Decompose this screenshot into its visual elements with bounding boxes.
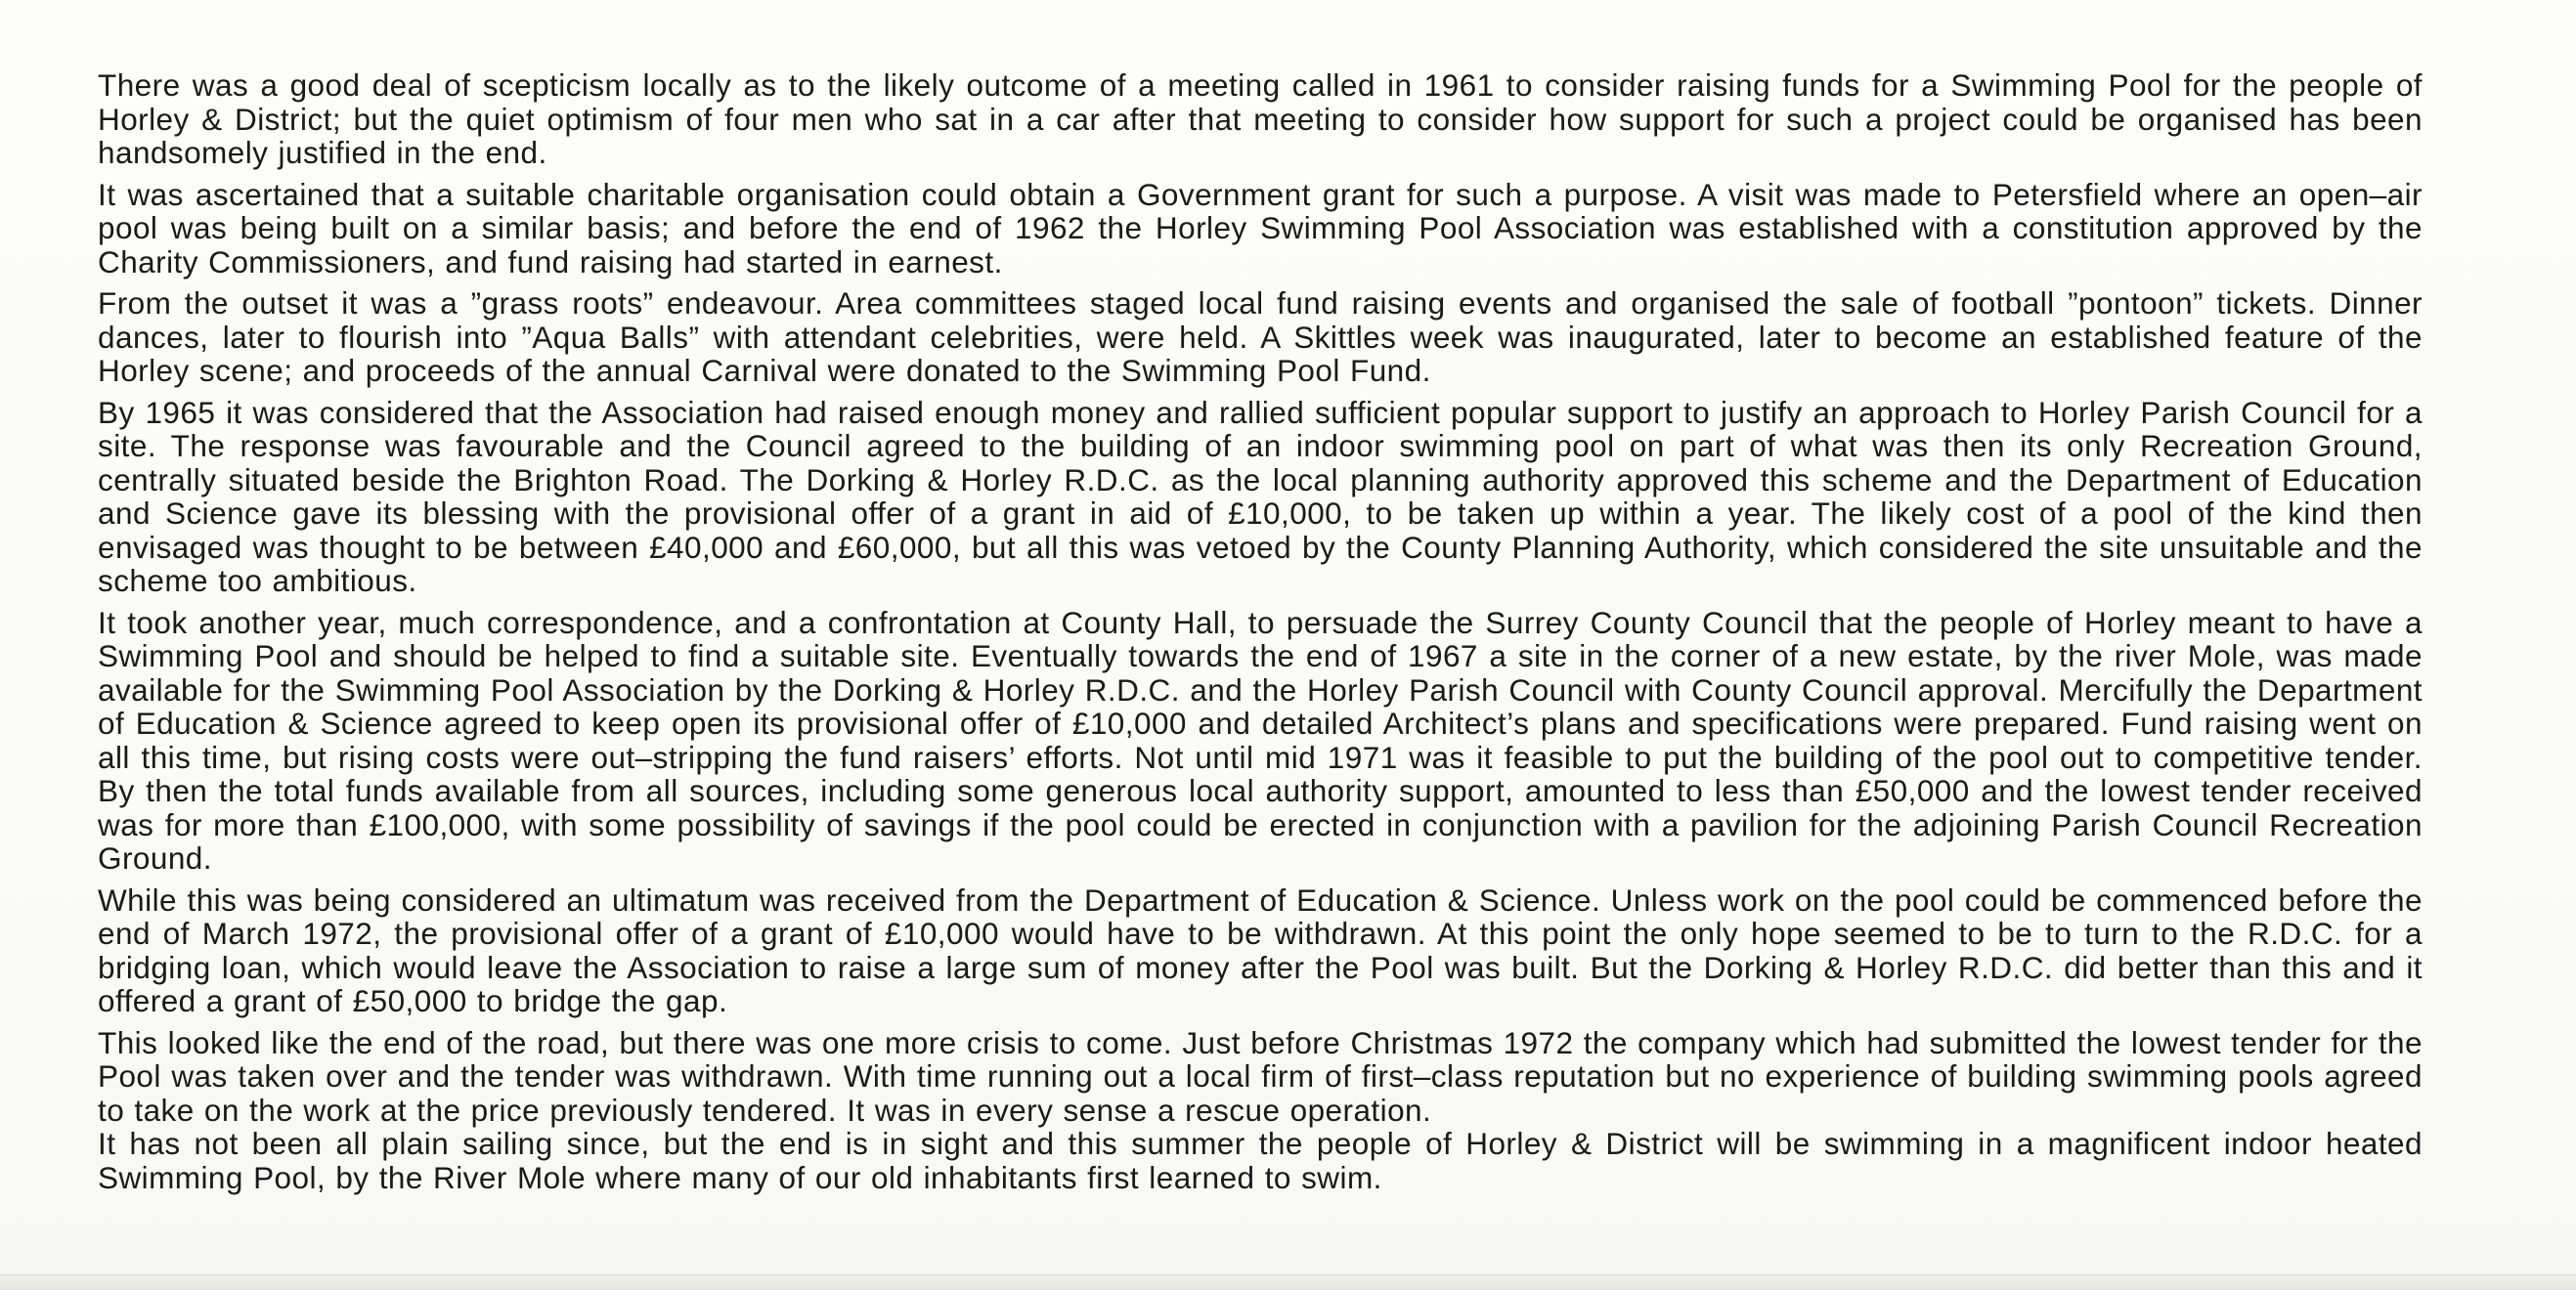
paragraph-tender-crisis: This looked like the end of the road, but there was one more crisis to come. Just before Christmas 1972 the company which had submitted the lowest tender for the Pool was taken over and the tender was withdrawn. With time running out a local firm of first–class reputation but no experience of building swimming pools agreed to take on the work at the price previously tendered. It was in every sense a rescue operation. bbox=[98, 1024, 2423, 1128]
paragraph-first-site-proposal: By 1965 it was considered that the Association had raised enough money and rallied sufficient popular support to justify an approach to Horley Parish Council for a site. The response was favourable and the Council agreed to the building of an indoor swimming pool on part of what was then its only Recreation Ground, centrally situated beside the Brighton Road. The Dorking & Horley R.D.C. as the local planning authority approved this scheme and the Department of Education and Science gave its blessing with the provisional offer of a grant in aid of £10,000, to be taken up within a year. The likely cost of a pool of the kind then envisaged was thought to be between £40,000 and £60,000, but all this was vetoed by the County Planning Authority, which considered the site unsuitable and the scheme too ambitious. bbox=[98, 394, 2423, 598]
page-bottom-edge bbox=[0, 1274, 2576, 1290]
paragraph-association-established: It was ascertained that a suitable charitable organisation could obtain a Government grant for such a purpose. A visit was made to Petersfield where an open–air pool was being built on a similar basis; and before the end of 1962 the Horley Swimming Pool Association was established with a constitution approved by the Charity Commissioners, and fund raising had started in earnest. bbox=[98, 176, 2423, 280]
paragraph-river-mole-site: It took another year, much correspondence, and a confrontation at County Hall, to persuade the Surrey County Council that the people of Horley meant to have a Swimming Pool and should be helped to find a suitable site. Eventually towards the end of 1967 a site in the corner of a new estate, by the river Mole, was made available for the Swimming Pool Association by the Dorking & Horley R.D.C. and the Horley Parish Council with County Council approval. Mercifully the Department of Education & Science agreed to keep open its provisional offer of £10,000 and detailed Architect’s plans and specifications were prepared. Fund raising went on all this time, but rising costs were out–stripping the fund raisers’ efforts. Not until mid 1971 was it feasible to put the building of the pool out to competitive tender. By then the total funds available from all sources, including some generous local authority support, amounted to less than £50,000 and the lowest tender received was for more than £100,000, with some possibility of savings if the pool could be erected in conjunction with a pavilion for the adjoining Parish Council Recreation Ground. bbox=[98, 604, 2423, 876]
article-body bbox=[98, 68, 2423, 1202]
paragraph-ultimatum: While this was being considered an ultimatum was received from the Department of Education & Science. Unless work on the pool could be commenced before the end of March 1972, the provisional offer of a grant of £10,000 would have to be withdrawn. At this point the only hope seemed to be to turn to the R.D.C. for a bridging loan, which would leave the Association to raise a large sum of money after the Pool was built. But the Dorking & Horley R.D.C. did better than this and it offered a grant of £50,000 to bridge the gap. bbox=[98, 882, 2423, 1018]
paragraph-grass-roots-endeavour: From the outset it was a ”grass roots” endeavour. Area committees staged local fund raising events and organised the sale of football ”pontoon” tickets. Dinner dances, later to flourish into ”Aqua Balls” with attendant celebrities, were held. A Skittles week was inaugurated, later to become an established feature of the Horley scene; and proceeds of the annual Carnival were donated to the Swimming Pool Fund. bbox=[98, 285, 2423, 388]
paragraph-fundraising-origins: There was a good deal of scepticism locally as to the likely outcome of a meeting called in 1961 to consider raising funds for a Swimming Pool for the people of Horley & District; but the quiet optimism of four men who sat in a car after that meeting to consider how support for such a project could be organised has been handsomely justified in the end. bbox=[98, 67, 2423, 170]
paragraph-conclusion: It has not been all plain sailing since, but the end is in sight and this summer the people of Horley & District will be swimming in a magnificent indoor heated Swimming Pool, by the River Mole where many of our old inhabitants first learned to swim. bbox=[98, 1126, 2423, 1195]
